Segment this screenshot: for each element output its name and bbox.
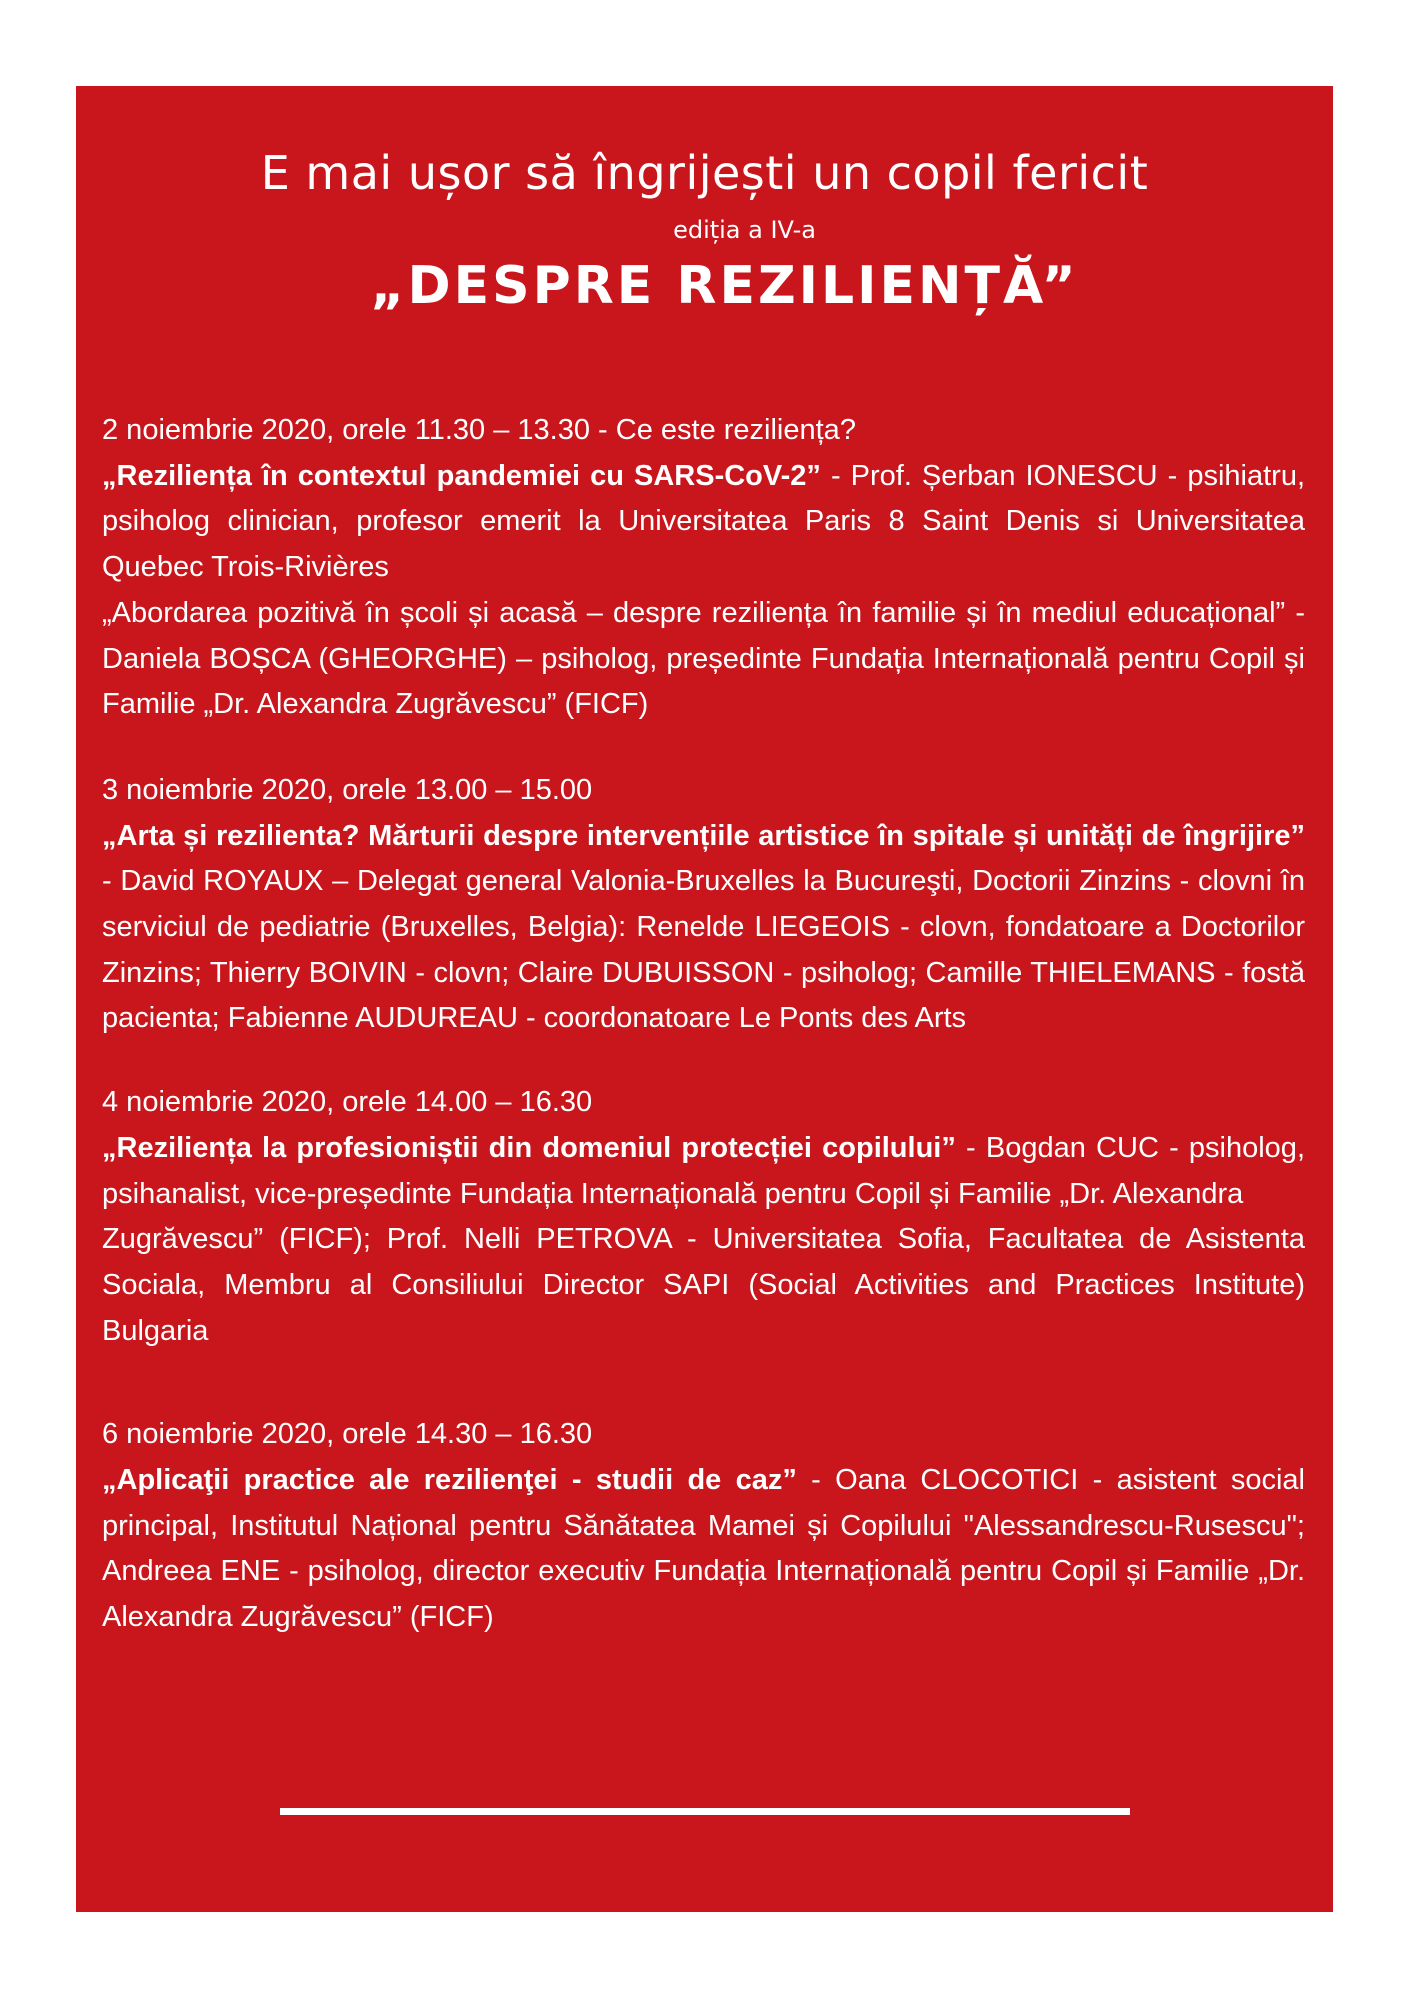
session-block [102,768,1305,1042]
talk-speakers: - Oana CLOCOTICI - asistent social principal, Institutul Național pentru Sănătatea Mamei și Copilului "Alessandrescu-Rusescu"; Andreea ENE - psiholog, director executiv Fundația Internațională pentru Copil și Familie „Dr. Alexandra Zugrăvescu” (FICF) [102,1464,1305,1634]
session-block [102,408,1305,728]
session-date: 3 noiembrie 2020, orele 13.00 – 15.00 [102,773,593,806]
session-date: 4 noiembrie 2020, orele 14.00 – 16.30 [102,1086,593,1119]
poster-title: E mai ușor să îngrijești un copil fericit [260,146,1149,200]
talk-speakers: - David ROYAUX – Delegat general Valonia-Bruxelles la Bucureşti, Doctorii Zinzins - clovni în serviciul de pediatrie (Bruxelles, Belgia): Renelde LIEGEOIS - clovn, fondatoare a Doctorilor Zinzins; Thierry BOIVIN - clovn; Claire DUBUISSON - psiholog; Camille THIELEMANS - fostă pacienta; Fabienne AUDUREAU - coordonatoare Le Ponts des Arts [102,865,1305,1035]
talk-paragraph [102,814,1305,1043]
divider-line [280,1808,1130,1815]
talk-title: „Reziliența la profesioniștii din domeniul protecției copilului” [102,1131,956,1164]
talk-paragraph [102,454,1305,591]
talk-paragraph [102,1126,1305,1217]
session-date: 6 noiembrie 2020, orele 14.30 – 16.30 [102,1418,593,1451]
sessions-list [102,408,1305,1641]
session-block [102,1412,1305,1641]
session-date: 2 noiembrie 2020, orele 11.30 – 13.30 - Ce este reziliența? [102,414,856,446]
session-block [102,1080,1305,1354]
talk-speakers: - Prof. Șerban IONESCU - psihiatru, psiholog clinician, profesor emerit la Universitatea Paris 8 Saint Denis si Universitatea Quebec Trois-Rivières [102,459,1306,584]
edition-label: ediția a IV-a [673,216,816,244]
talk-paragraph: Zugrăvescu” (FICF); Prof. Nelli PETROVA - Universitatea Sofia, Facultatea de Asistenta Sociala, Membru al Consiliului Director SAPI (Social Activities and Practices Institute) Bulgaria [102,1223,1305,1347]
poster-panel [76,86,1333,1912]
talk-title: „Aplicaţii practice ale rezilienţei - studii de caz” [102,1464,797,1497]
talk-title: „Reziliența în contextul pandemiei cu SARS-CoV-2” [102,459,821,492]
talk-paragraph: „Abordarea pozitivă în școli și acasă – despre reziliența în familie și în mediul educațional” - Daniela BOȘCA (GHEORGHE) – psiholog, președinte Fundația Internațională pentru Copil și Familie „Dr. Alexandra Zugrăvescu” (FICF) [102,596,1305,721]
talk-title: „Arta și rezilienta? Mărturii despre intervențiile artistice în spitale și unități de îngrijire” [102,819,1305,852]
talk-paragraph [102,1458,1305,1641]
headline: „DESPRE REZILIENȚĂ” [370,256,1079,316]
talk-speakers: - Bogdan CUC - psiholog, psihanalist, vice-președinte Fundația Internațională pentru Copil și Familie „Dr. Alexandra [102,1131,1305,1210]
